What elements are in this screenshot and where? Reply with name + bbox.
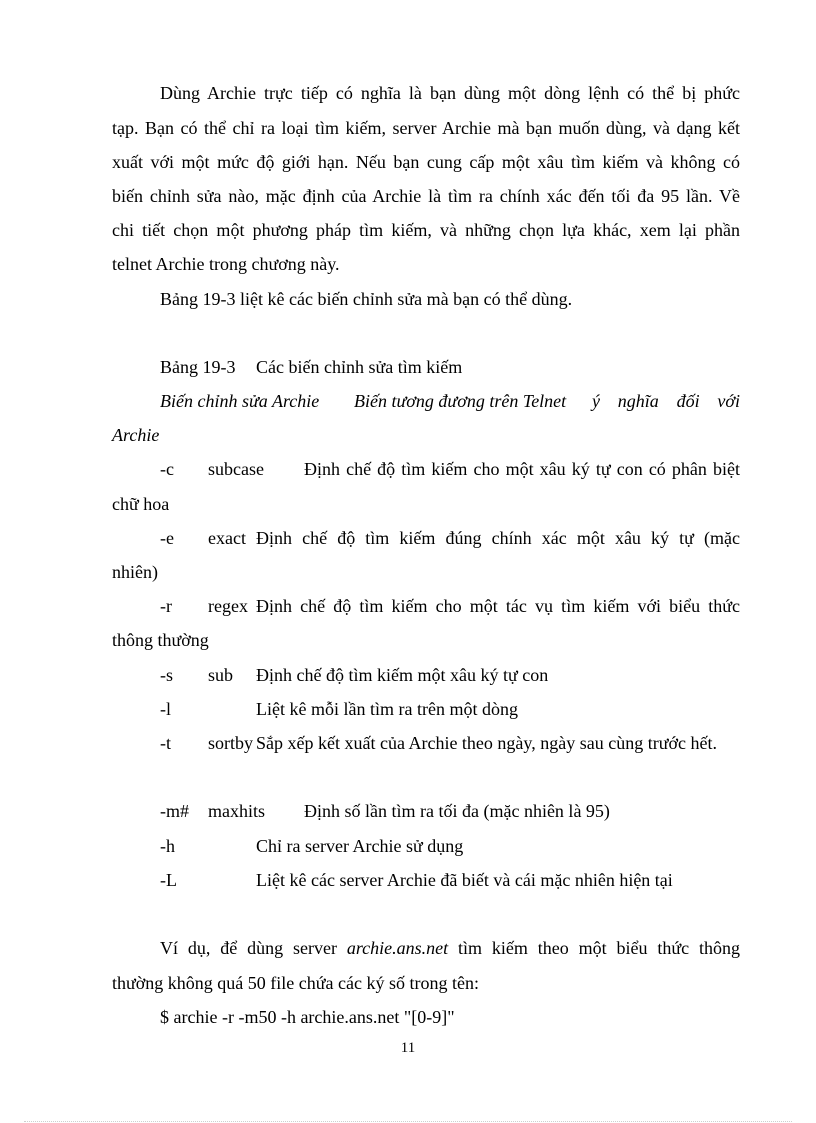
row-flag: -t <box>160 733 171 753</box>
example-line-1 <box>160 937 740 959</box>
row-desc: Định chế độ tìm kiếm cho một xâu ký tự con có phân biệt <box>304 459 740 479</box>
intro-line-4: biến chỉnh sửa nào, mặc định của Archie là tìm ra chính xác đến tối đa 95 lần. Về <box>112 186 740 206</box>
row-flag: -m# <box>160 801 189 821</box>
row-flag: -c <box>160 459 174 479</box>
row-flag: -r <box>160 596 172 616</box>
example-post: tìm kiếm theo một biểu thức thông <box>458 938 740 958</box>
header-meaning-cont: Archie <box>112 425 160 445</box>
table-number: Bảng 19-3 <box>160 357 236 377</box>
row-telnet: maxhits <box>208 801 265 821</box>
intro-line-3: xuất với một mức độ giới hạn. Nếu bạn cung cấp một xâu tìm kiếm và không có <box>112 152 740 172</box>
example-host: archie.ans.net <box>346 938 449 958</box>
row-telnet: exact <box>208 528 246 548</box>
row-desc: Định chế độ tìm kiếm cho một tác vụ tìm kiếm với biểu thức <box>256 596 740 616</box>
table-title: Các biến chỉnh sửa tìm kiếm <box>256 357 463 377</box>
intro-line-5: chi tiết chọn một phương pháp tìm kiếm, và những chọn lựa khác, xem lại phần <box>112 220 740 240</box>
table-reference: Bảng 19-3 liệt kê các biến chỉnh sửa mà bạn có thể dùng. <box>160 289 573 309</box>
header-modifier: Biến chỉnh sửa Archie <box>160 391 320 411</box>
example-command: $ archie -r -m50 -h archie.ans.net "[0-9]" <box>160 1007 455 1027</box>
row-desc: Chỉ ra server Archie sử dụng <box>256 836 464 856</box>
example-line-2: thường không quá 50 file chứa các ký số trong tên: <box>112 973 479 993</box>
row-desc: Liệt kê mỗi lần tìm ra trên một dòng <box>256 699 518 719</box>
row-desc: Sắp xếp kết xuất của Archie theo ngày, ngày sau cùng trước hết. <box>256 733 717 753</box>
header-meaning: ý nghĩa đối với <box>592 391 740 411</box>
row-telnet: regex <box>208 596 248 616</box>
row-desc: Định số lần tìm ra tối đa (mặc nhiên là 95) <box>304 801 610 821</box>
intro-line-1: Dùng Archie trực tiếp có nghĩa là bạn dùng một dòng lệnh có thể bị phức <box>160 83 740 103</box>
row-desc: Liệt kê các server Archie đã biết và cái mặc nhiên hiện tại <box>256 870 673 890</box>
row-flag: -L <box>160 870 177 890</box>
page-bottom-rule <box>24 1121 792 1122</box>
row-desc: Định chế độ tìm kiếm một xâu ký tự con <box>256 665 549 685</box>
intro-line-2: tạp. Bạn có thể chỉ ra loại tìm kiếm, server Archie mà bạn muốn dùng, và dạng kết <box>112 118 740 138</box>
row-desc-cont: nhiên) <box>112 562 158 582</box>
row-desc-cont: thông thường <box>112 630 209 650</box>
row-telnet: sortby <box>208 733 253 753</box>
row-desc: Định chế độ tìm kiếm đúng chính xác một xâu ký tự (mặc <box>256 528 740 548</box>
row-flag: -e <box>160 528 174 548</box>
intro-line-6: telnet Archie trong chương này. <box>112 254 340 274</box>
example-pre: Ví dụ, để dùng server <box>160 938 337 958</box>
row-telnet: sub <box>208 665 234 685</box>
row-desc-cont: chữ hoa <box>112 494 170 514</box>
header-telnet: Biến tương đương trên Telnet <box>354 391 567 411</box>
page-number: 11 <box>400 1040 416 1056</box>
row-telnet: subcase <box>208 459 264 479</box>
row-flag: -h <box>160 836 175 856</box>
row-flag: -s <box>160 665 173 685</box>
row-flag: -l <box>160 699 171 719</box>
